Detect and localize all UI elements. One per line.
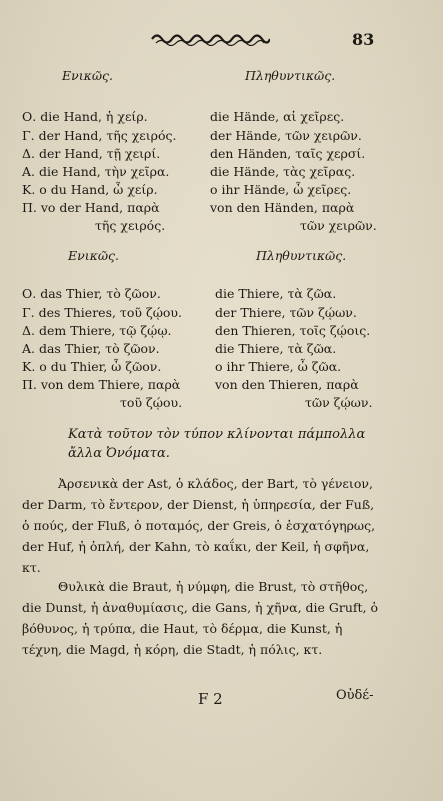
page-number: 83	[352, 30, 375, 49]
table2-row-sg: Δ. dem Thiere, τῷ ζῴῳ.	[22, 323, 172, 338]
table1-row-pl: die Hände, τὰς χεῖρας.	[210, 164, 356, 179]
table1-row-sg: Ο. die Hand, ἡ χείρ.	[22, 109, 148, 124]
table2-row-sg: Γ. des Thieres, τοῦ ζῴου.	[22, 305, 183, 320]
table2-row-pl: τῶν ζῴων.	[305, 395, 373, 410]
table2-row-sg: Ο. das Thier, τὸ ζῶον.	[22, 286, 161, 301]
caption-line-1: Κατὰ τοῦτον τὸν τύπον κλίνονται πάμπολλα	[68, 427, 366, 442]
table1-heading-plural: Πληθυντικῶς.	[245, 68, 336, 83]
masculine-nouns-paragraph: Ἀρσενικὰ der Ast, ὁ κλάδος, der Bart, τὸ γένειον, der Darm, τὸ ἔντερον, der Dienst, ἡ ὑπηρεσία, der Fuß, ὁ πούς, der Fluß, ὁ ποταμός, der Greis, ὁ ἐσχατόγηρως, der Huf, ἡ ὁπλή, der Kahn, τὸ καΐκι, der Keil, ἡ σφῆνα, κτ.	[22, 476, 376, 575]
table1-row-pl: von den Händen, παρὰ	[210, 200, 355, 215]
table2-row-sg: Κ. o du Thier, ὦ ζῶον.	[22, 359, 162, 374]
table1-row-pl: τῶν χειρῶν.	[300, 218, 377, 233]
table2-row-pl: die Thiere, τὰ ζῶα.	[215, 341, 337, 356]
table2-row-pl: die Thiere, τὰ ζῶα.	[215, 286, 337, 301]
table1-row-pl: den Händen, ταῖς χερσί.	[210, 146, 366, 161]
table2-row-pl: von den Thieren, παρὰ	[215, 377, 359, 392]
table1-heading-singular: Ενικῶς.	[62, 68, 113, 83]
table2-row-pl: o ihr Thiere, ὦ ζῶα.	[215, 359, 342, 374]
table1-row-sg: Δ. der Hand, τῇ χειρί.	[22, 146, 161, 161]
table1-row-pl: die Hände, αἱ χεῖρες.	[210, 109, 345, 124]
wave-ornament-icon	[150, 30, 270, 48]
table1-row-sg: Α. die Hand, τὴν χεῖρα.	[22, 164, 170, 179]
caption-line-2: ἄλλα Ὀνόματα.	[68, 446, 170, 461]
table2-row-sg: τοῦ ζῴου.	[120, 395, 183, 410]
table2-row-sg: Π. von dem Thiere, παρὰ	[22, 377, 181, 392]
table2-row-sg: Α. das Thier, τὸ ζῶον.	[22, 341, 160, 356]
table1-row-sg: Κ. o du Hand, ὦ χείρ.	[22, 182, 158, 197]
signature-mark: F 2	[198, 690, 223, 708]
table2-row-pl: der Thiere, τῶν ζῴων.	[215, 305, 357, 320]
table1-row-pl: der Hände, τῶν χειρῶν.	[210, 128, 362, 143]
table2-row-pl: den Thieren, τοῖς ζῴοις.	[215, 323, 371, 338]
feminine-nouns-paragraph: Θυλικὰ die Braut, ἡ νύμφη, die Brust, τὸ στῆθος, die Dunst, ἡ ἀναθυμίασις, die Gans, ἡ χῆνα, die Gruft, ὁ βόθυνος, ἡ τρύπα, die Haut, τὸ δέρμα, die Kunst, ἡ τέχνη, die Magd, ἡ κόρη, die Stadt, ἡ πόλις, κτ.	[22, 579, 379, 657]
table1-row-pl: o ihr Hände, ὦ χεῖρες.	[210, 182, 352, 197]
table1-row-sg: Π. vo der Hand, παρὰ	[22, 200, 160, 215]
catchword: Οὐδέ-	[336, 688, 374, 703]
table1-row-sg: Γ. der Hand, τῆς χειρός.	[22, 128, 177, 143]
table2-heading-singular: Ενικῶς.	[68, 248, 119, 263]
table1-row-sg: τῆς χειρός.	[95, 218, 166, 233]
table2-heading-plural: Πληθυντικῶς.	[256, 248, 347, 263]
